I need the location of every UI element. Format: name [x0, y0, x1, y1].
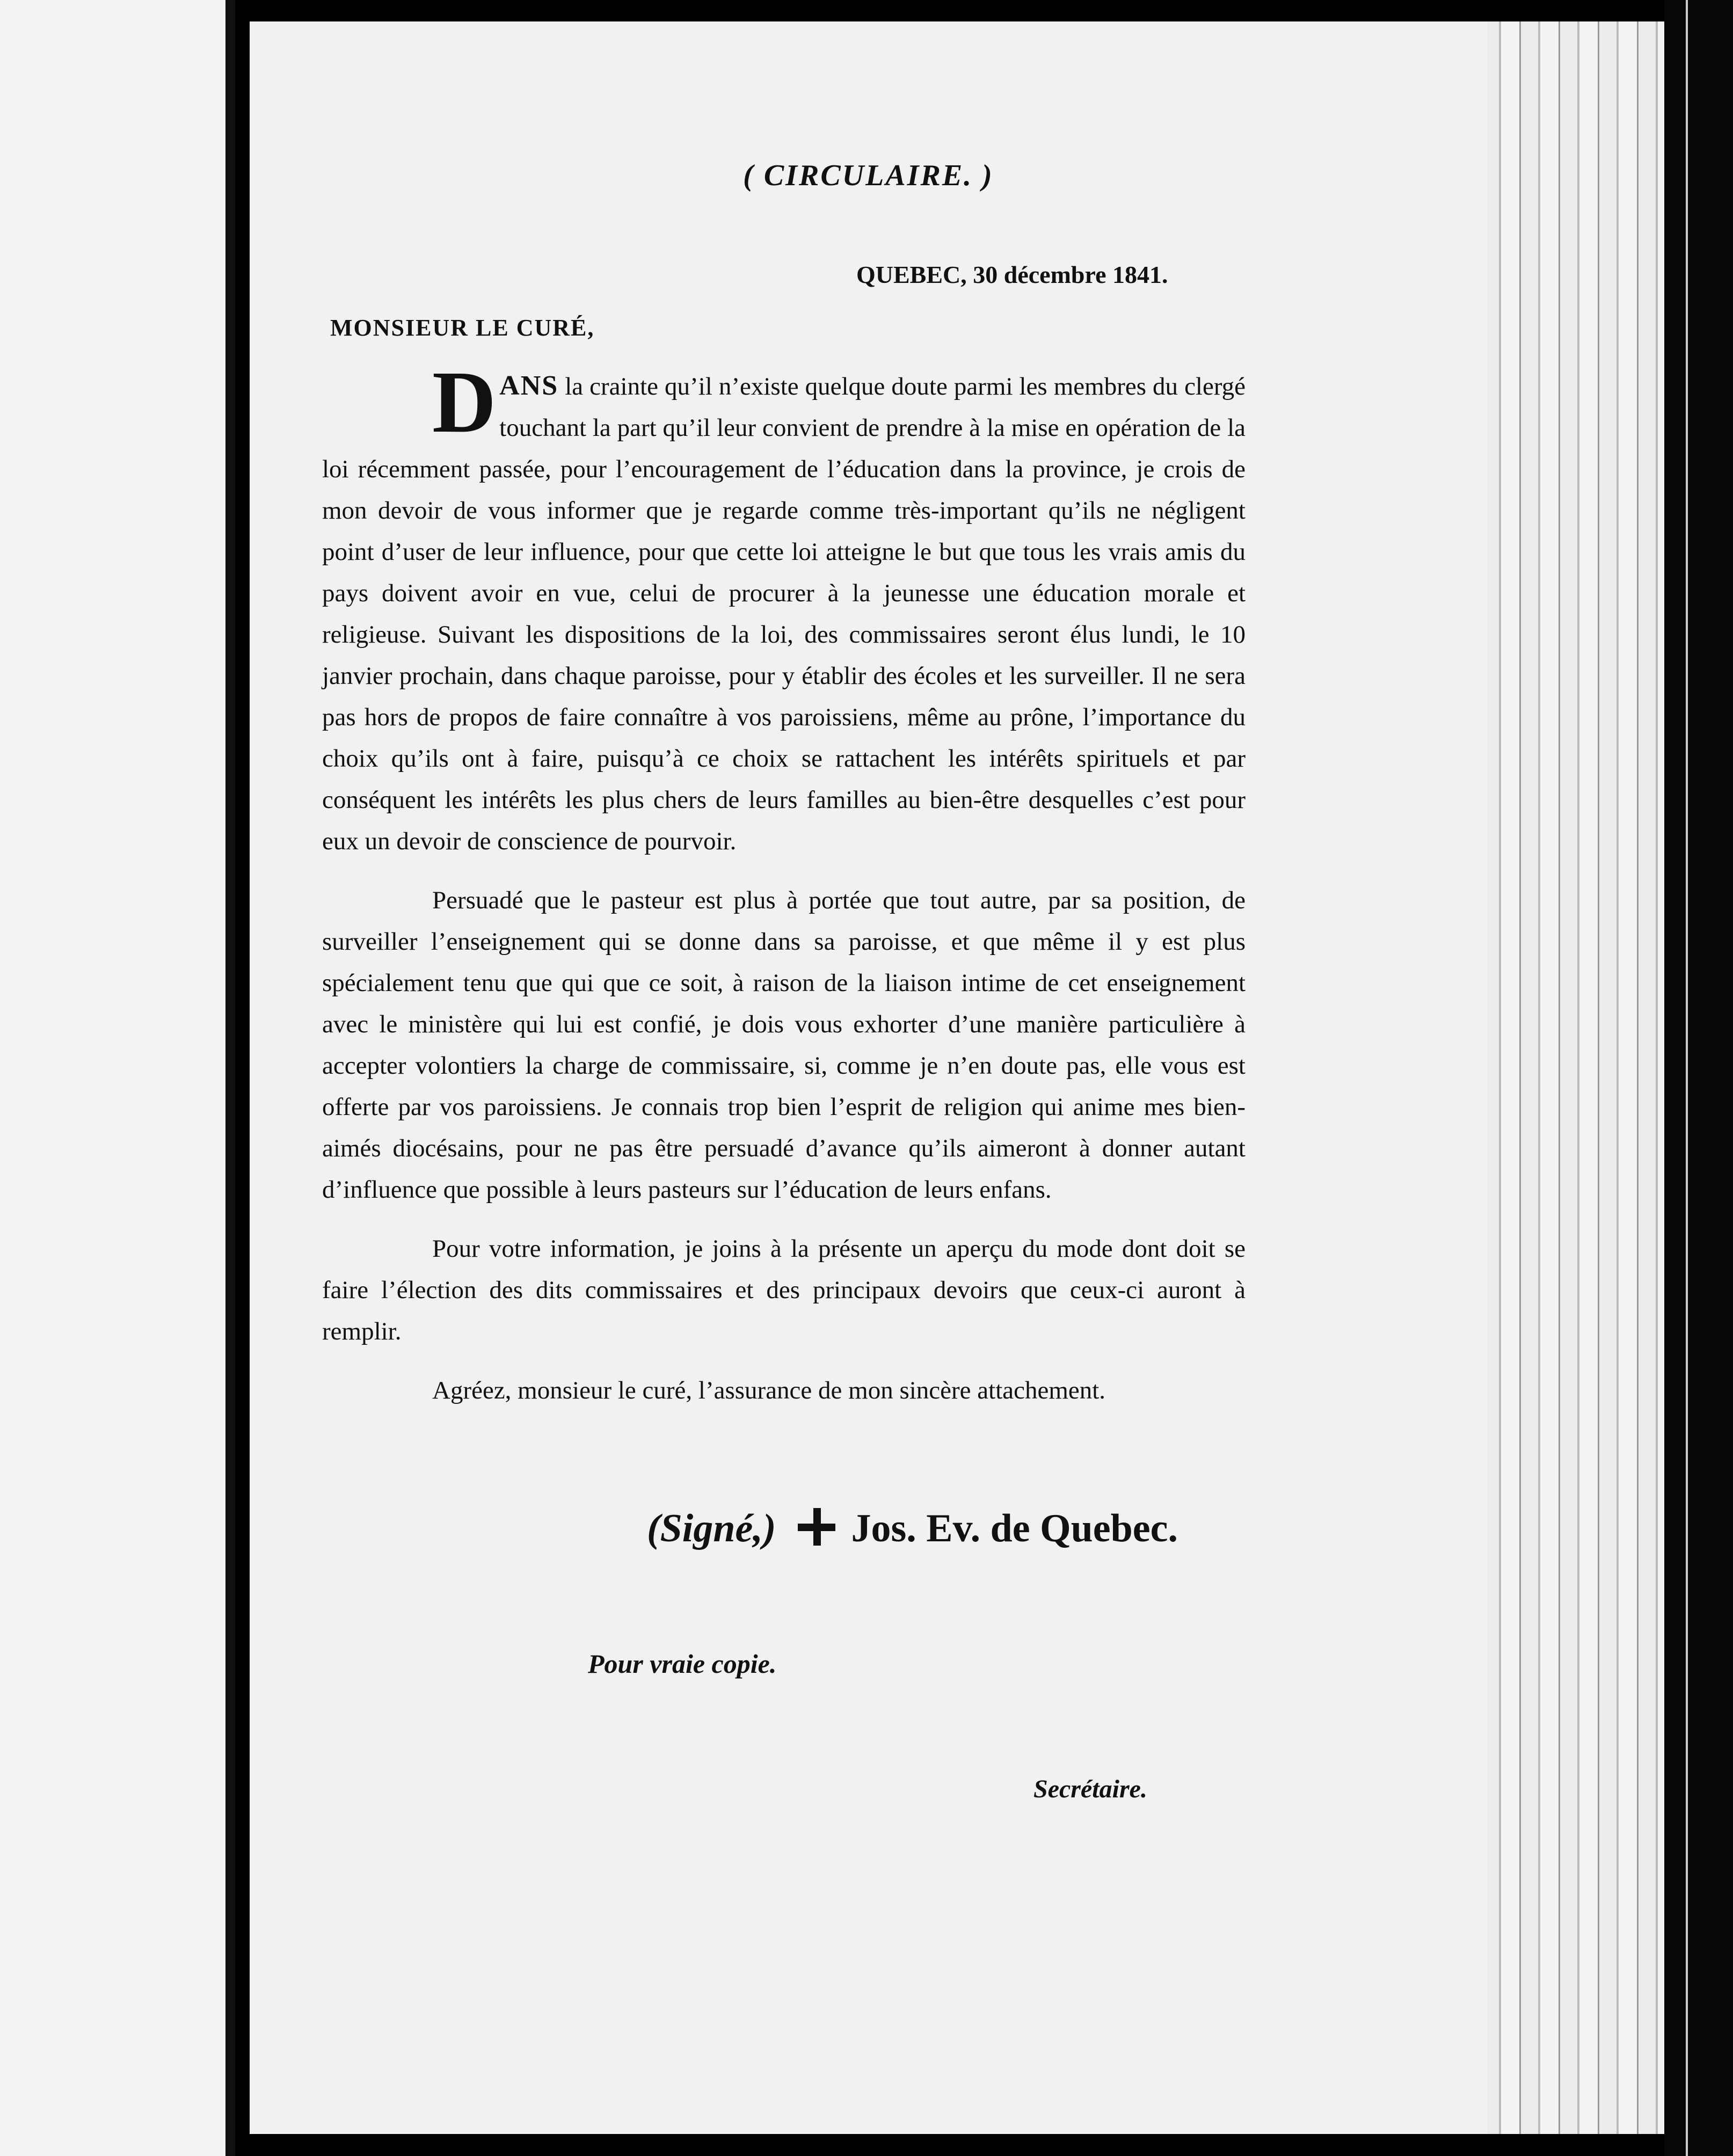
salutation: MONSIEUR LE CURÉ, — [330, 315, 595, 341]
bishop-cross-icon — [798, 1508, 835, 1546]
paragraph-1-text: la crainte qu’il n’existe quelque doute parmi les membres du clergé touchant la part qu’il leur convient de prendre à la mise en opération de la loi récemment passée, pour l’encouragement de l’éducation dans la province, je crois de mon devoir de vous informer que je regarde comme très-important qu’ils ne négligent point d’user de leur influence, pour que cette loi atteigne le but que tous les vrais amis du pays doivent avoir en vue, celui de procurer à la jeunesse une éducation morale et religieuse. Suivant les dispositions de la loi, des commissaires seront élus lundi, le 10 janvier prochain, dans chaque paroisse, pour y établir des écoles et les surveiller. Il ne sera pas hors de propos de faire connaître à vos paroissiens, même au prône, l’importance du choix qu’ils ont à faire, puisqu’à ce choix se rattachent les intérêts spirituels et par conséquent les intérêts les plus chers de leurs familles au bien-être desquelles c’est pour eux un devoir de conscience de pourvoir. — [322, 373, 1246, 855]
signature-name: Jos. Ev. de Quebec. — [851, 1506, 1178, 1550]
scan-border — [1664, 0, 1733, 2156]
drop-cap: D — [432, 353, 497, 451]
document-page — [250, 21, 1487, 2134]
signature — [647, 1506, 1178, 1552]
dateline: QUEBEC, 30 décembre 1841. — [856, 261, 1168, 288]
scan-frame-line — [1686, 0, 1688, 2156]
closing-line: Agréez, monsieur le curé, l’assurance de mon sincère attachement. — [432, 1376, 1106, 1404]
letter-body — [322, 353, 1246, 1429]
secretary-label: Secrétaire. — [1033, 1775, 1147, 1803]
paragraph-1 — [322, 353, 1246, 862]
facing-page — [0, 0, 235, 2156]
true-copy-note: Pour vraie copie. — [588, 1649, 777, 1679]
document-title: ( CIRCULAIRE. ) — [743, 159, 994, 192]
paragraph-1-lead: ANS — [499, 370, 559, 401]
page-edges — [1482, 21, 1664, 2134]
paragraph-3: Pour votre information, je joins à la présente un aperçu du mode dont doit se faire l’élection des dits commissaires et des principaux devoirs que ceux-ci auront à remplir. — [322, 1235, 1246, 1345]
paragraph-2: Persuadé que le pasteur est plus à portée que tout autre, par sa position, de surveiller l’enseignement qui se donne dans sa paroisse, et que même il y est plus spécialement tenu que qui que ce soit, à raison de la liaison intime de cet enseignement avec le ministère qui lui est confié, je dois vous exhorter d’une manière particulière à accepter volontiers la charge de commissaire, si, comme je n’en doute pas, elle vous est offerte par vos paroissiens. Je connais trop bien l’esprit de religion qui anime mes bien-aimés diocésains, pour ne pas être persuadé d’avance qu’ils aimeront à donner autant d’influence que possible à leurs pasteurs sur l’éducation de leurs enfans. — [322, 886, 1246, 1204]
signature-signe: (Signé,) — [647, 1506, 776, 1550]
